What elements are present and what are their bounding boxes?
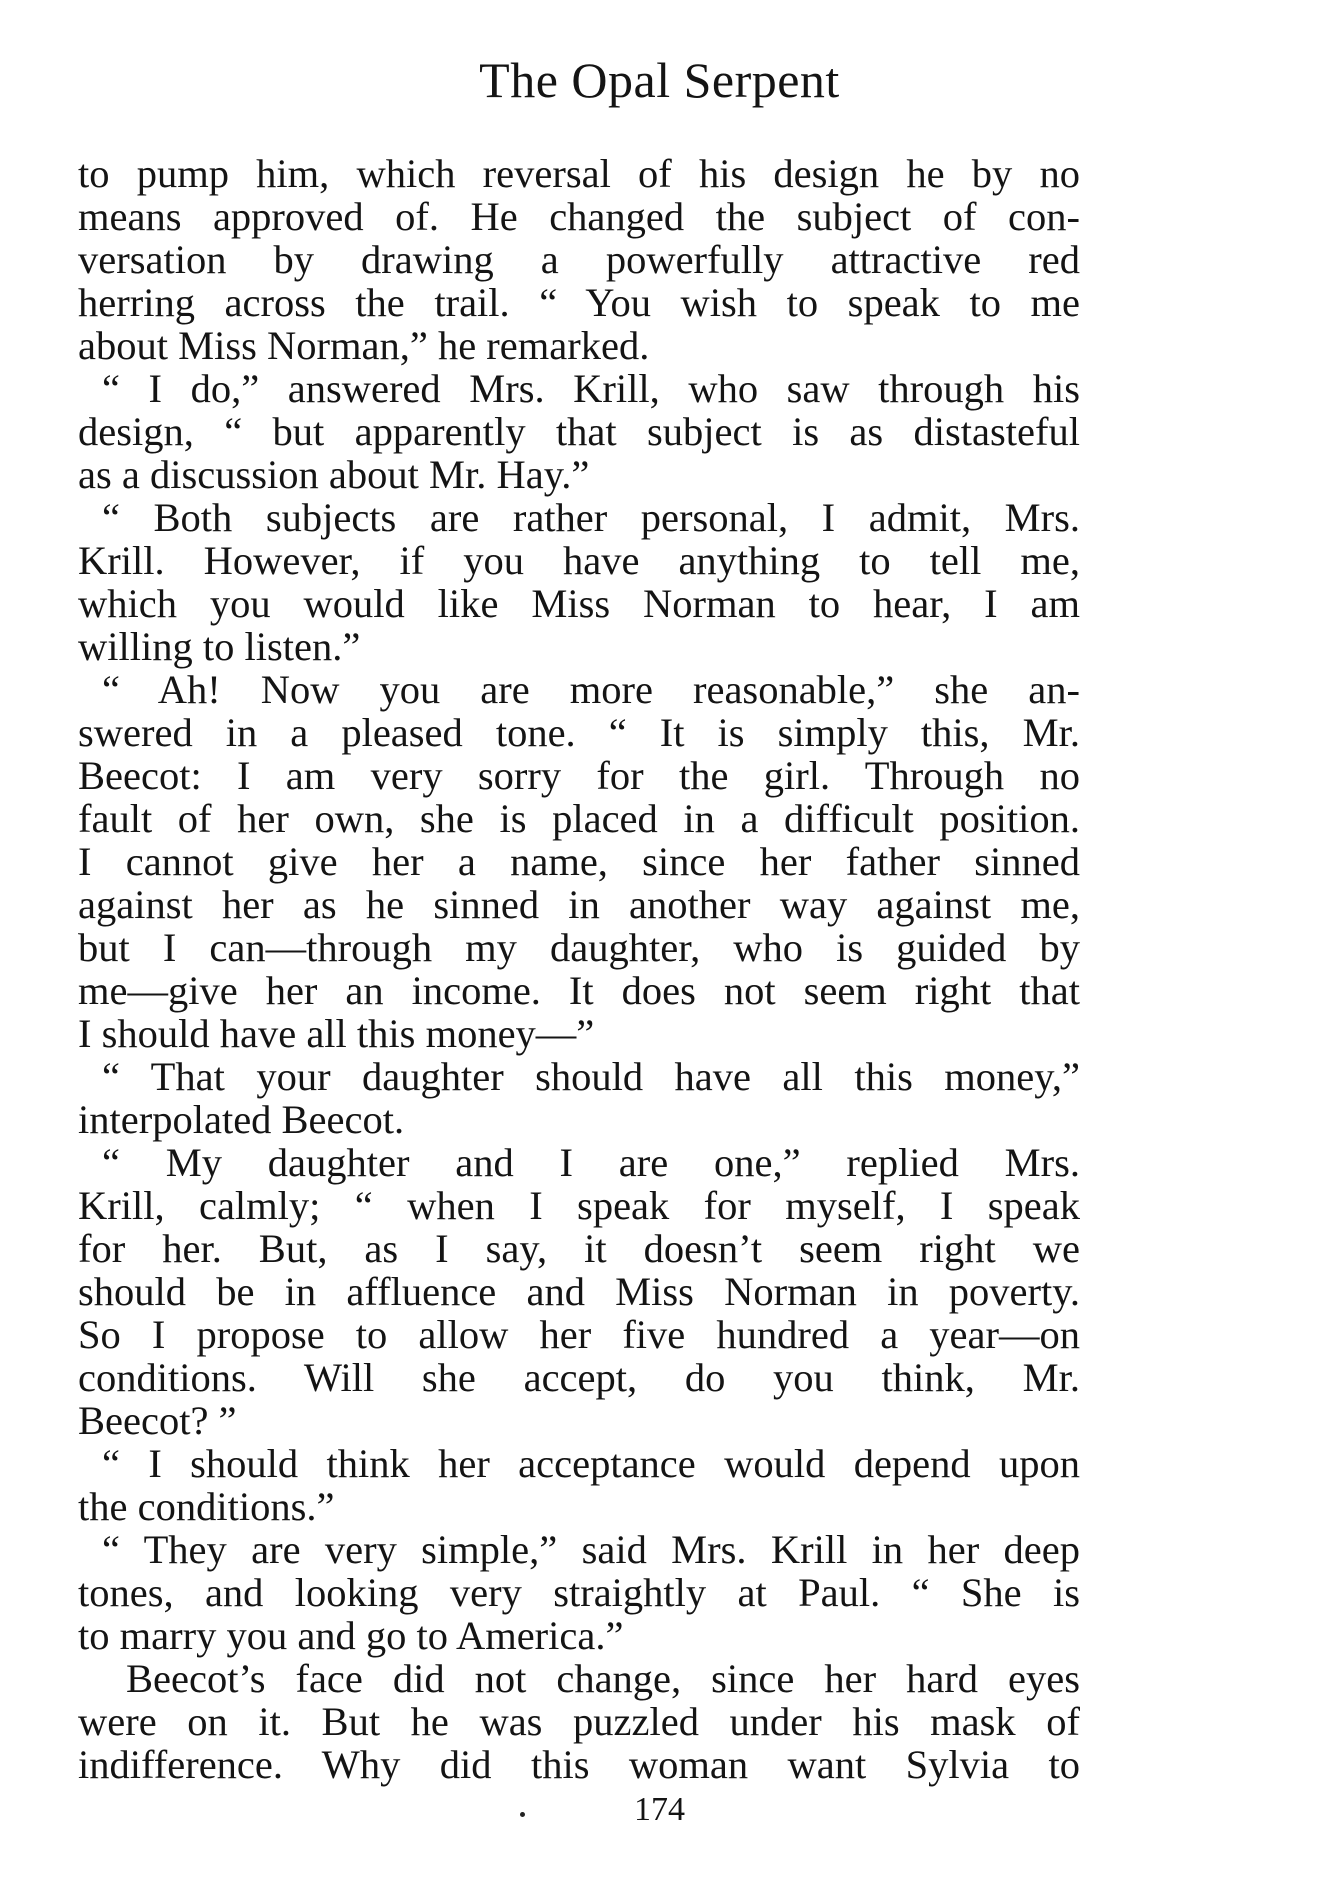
running-head: The Opal Serpent xyxy=(479,52,840,108)
text-line: herring across the trail. “ You wish to speak to me xyxy=(78,280,1080,325)
text-line: “ I should think her acceptance would depend upon xyxy=(102,1441,1080,1486)
text-line: which you would like Miss Norman to hear, I am xyxy=(78,581,1080,626)
text-line: “ My daughter and I are one,” replied Mrs. xyxy=(102,1140,1080,1185)
text-line: against her as he sinned in another way against me, xyxy=(78,882,1080,927)
text-line: “ Ah! Now you are more reasonable,” she an- xyxy=(102,667,1080,712)
text-line: tones, and looking very straightly at Paul. “ She is xyxy=(78,1570,1080,1615)
text-line: Beecot: I am very sorry for the girl. Through no xyxy=(78,753,1080,798)
text-line: to pump him, which reversal of his design he by no xyxy=(78,151,1080,196)
text-line: willing to listen.” xyxy=(78,624,361,669)
text-line: interpolated Beecot. xyxy=(78,1097,405,1142)
page-number: 174 xyxy=(634,1791,685,1828)
text-line: indifference. Why did this woman want Sylvia to xyxy=(78,1742,1080,1787)
text-line: Beecot? ” xyxy=(78,1398,237,1443)
text-line: “ They are very simple,” said Mrs. Krill in her deep xyxy=(102,1527,1080,1572)
text-line: were on it. But he was puzzled under his mask of xyxy=(78,1699,1080,1744)
text-line: me—give her an income. It does not seem right that xyxy=(78,968,1080,1013)
text-line: I cannot give her a name, since her father sinned xyxy=(78,839,1080,884)
text-line: “ Both subjects are rather personal, I admit, Mrs. xyxy=(102,495,1080,540)
text-line: swered in a pleased tone. “ It is simply this, Mr. xyxy=(78,710,1080,755)
text-line: should be in affluence and Miss Norman in poverty. xyxy=(78,1269,1080,1314)
text-line: Krill. However, if you have anything to tell me, xyxy=(78,538,1080,583)
text-line: I should have all this money—” xyxy=(78,1011,595,1056)
text-line: the conditions.” xyxy=(78,1484,335,1529)
text-line: but I can—through my daughter, who is guided by xyxy=(78,925,1080,970)
text-line: fault of her own, she is placed in a difficult position. xyxy=(78,796,1080,841)
body-text xyxy=(78,152,1080,1786)
text-line: to marry you and go to America.” xyxy=(78,1613,624,1658)
text-line: for her. But, as I say, it doesn’t seem right we xyxy=(78,1226,1080,1271)
text-line: Beecot’s face did not change, since her hard eyes xyxy=(126,1656,1080,1701)
text-line: conditions. Will she accept, do you think, Mr. xyxy=(78,1355,1080,1400)
text-line: versation by drawing a powerfully attractive red xyxy=(78,237,1080,282)
text-line: design, “ but apparently that subject is as distasteful xyxy=(78,409,1080,454)
text-line: as a discussion about Mr. Hay.” xyxy=(78,452,590,497)
text-line: So I propose to allow her five hundred a year—on xyxy=(78,1312,1080,1357)
text-line: means approved of. He changed the subject of con- xyxy=(78,194,1080,239)
text-line: “ I do,” answered Mrs. Krill, who saw through his xyxy=(102,366,1080,411)
text-line: Krill, calmly; “ when I speak for myself, I speak xyxy=(78,1183,1080,1228)
text-line: about Miss Norman,” he remarked. xyxy=(78,323,650,368)
text-line: “ That your daughter should have all this money,” xyxy=(102,1054,1080,1099)
